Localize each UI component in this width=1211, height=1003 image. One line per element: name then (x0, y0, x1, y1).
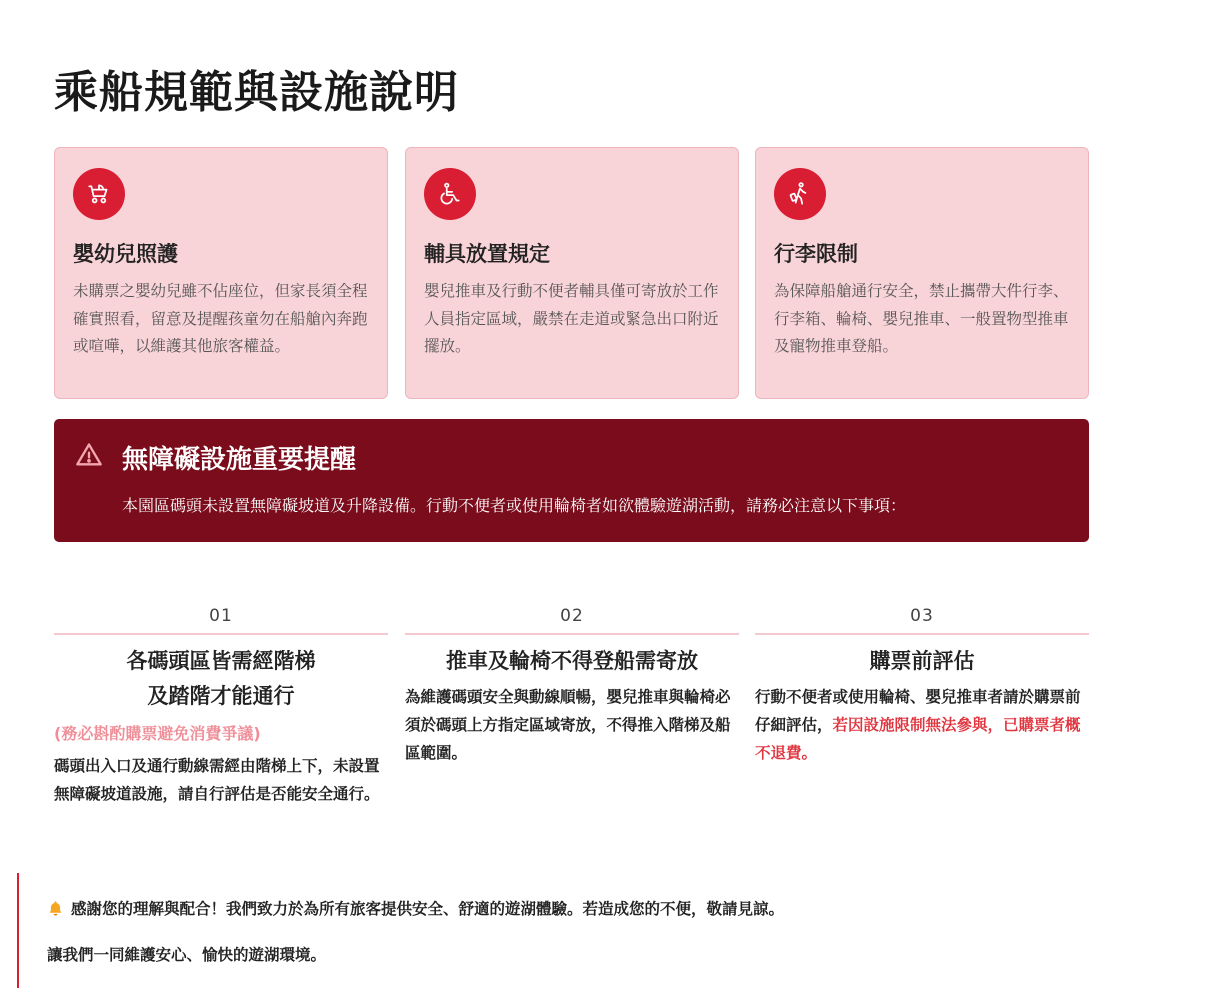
step-03 (755, 606, 1089, 767)
step-text (755, 683, 1089, 767)
step-text: 為維護碼頭安全與動線順暢，嬰兒推車與輪椅必須於碼頭上方指定區域寄放，不得推入階梯及船區範圍。 (405, 688, 731, 762)
step-number: 01 (54, 606, 388, 635)
step-title (54, 644, 388, 714)
alert-title: 無障礙設施重要提醒 (122, 445, 357, 475)
step-title-line: 各碼頭區皆需經階梯 (126, 649, 316, 673)
alert-text: 本園區碼頭未設置無障礙坡道及升降設備。行動不便者或使用輪椅者如欲體驗遊湖活動，請務必注意以下事項： (122, 496, 907, 515)
page-title: 乘船規範與設施說明 (54, 67, 459, 118)
baby-stroller-icon (73, 168, 125, 220)
step-text-warning: 若因設施限制無法參與，已購票者概不退費。 (755, 716, 1081, 762)
step-02 (405, 606, 739, 767)
card-text: 未購票之嬰幼兒雖不佔座位，但家長須全程確實照看，留意及提醒孩童勿在船艙內奔跑或喧嘩，以維護其他旅客權益。 (73, 282, 368, 355)
footer-line (47, 897, 784, 919)
step-title-line: 及踏階才能通行 (147, 684, 295, 708)
card-text: 嬰兒推車及行動不便者輔具僅可寄放於工作人員指定區域，嚴禁在走道或緊急出口附近擺放。 (424, 282, 719, 355)
step-01 (54, 606, 388, 808)
accessibility-alert (54, 419, 1089, 542)
card-title: 嬰幼兒照護 (73, 242, 178, 266)
step-title: 推車及輪椅不得登船需寄放 (446, 649, 698, 673)
info-card-mobility-aids (405, 147, 739, 399)
step-text-plain: 行動不便者或使用輪椅、嬰兒推車者請於購票前仔細評估， (755, 688, 1081, 734)
footer-closing-text: 讓我們一同維護安心、愉快的遊湖環境。 (47, 946, 327, 964)
bell-icon (47, 900, 64, 917)
step-title: 購票前評估 (869, 649, 975, 673)
card-title: 輔具放置規定 (424, 242, 550, 266)
step-number: 03 (755, 606, 1089, 635)
warning-icon (74, 441, 104, 469)
step-note: (務必斟酌購票避免消費爭議) (54, 724, 261, 743)
step-text: 碼頭出入口及通行動線需經由階梯上下，未設置無障礙坡道設施，請自行評估是否能安全通行。 (54, 757, 380, 803)
person-luggage-icon (774, 168, 826, 220)
footer-note (17, 873, 1117, 988)
info-card-infant-care (54, 147, 388, 399)
info-card-luggage (755, 147, 1089, 399)
card-text: 為保障船艙通行安全，禁止攜帶大件行李、行李箱、輪椅、嬰兒推車、一般置物型推車及寵物推車登船。 (774, 282, 1069, 355)
footer-thanks-text: 感謝您的理解與配合！我們致力於為所有旅客提供安全、舒適的遊湖體驗。若造成您的不便，敬請見諒。 (71, 900, 785, 918)
wheelchair-icon (424, 168, 476, 220)
step-number: 02 (405, 606, 739, 635)
card-title: 行李限制 (774, 242, 858, 266)
